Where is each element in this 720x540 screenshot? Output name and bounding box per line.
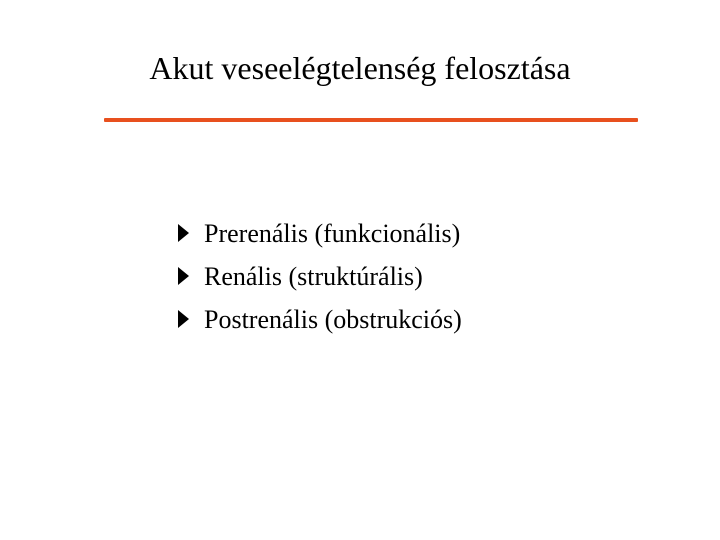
bullet-label: Prerenális (funkcionális) <box>204 218 461 248</box>
bullet-item-renal <box>178 255 462 298</box>
bullet-item-prerenal <box>178 212 462 255</box>
triangle-right-icon <box>178 310 189 328</box>
bullet-list <box>178 212 462 341</box>
triangle-right-icon <box>178 267 189 285</box>
bullet-item-postrenal <box>178 298 462 341</box>
slide-title: Akut veseelégtelenség felosztása <box>149 50 571 86</box>
triangle-right-icon <box>178 224 189 242</box>
title-divider <box>104 118 638 122</box>
bullet-label: Postrenális (obstrukciós) <box>204 304 462 334</box>
bullet-label: Renális (struktúrális) <box>204 261 423 291</box>
